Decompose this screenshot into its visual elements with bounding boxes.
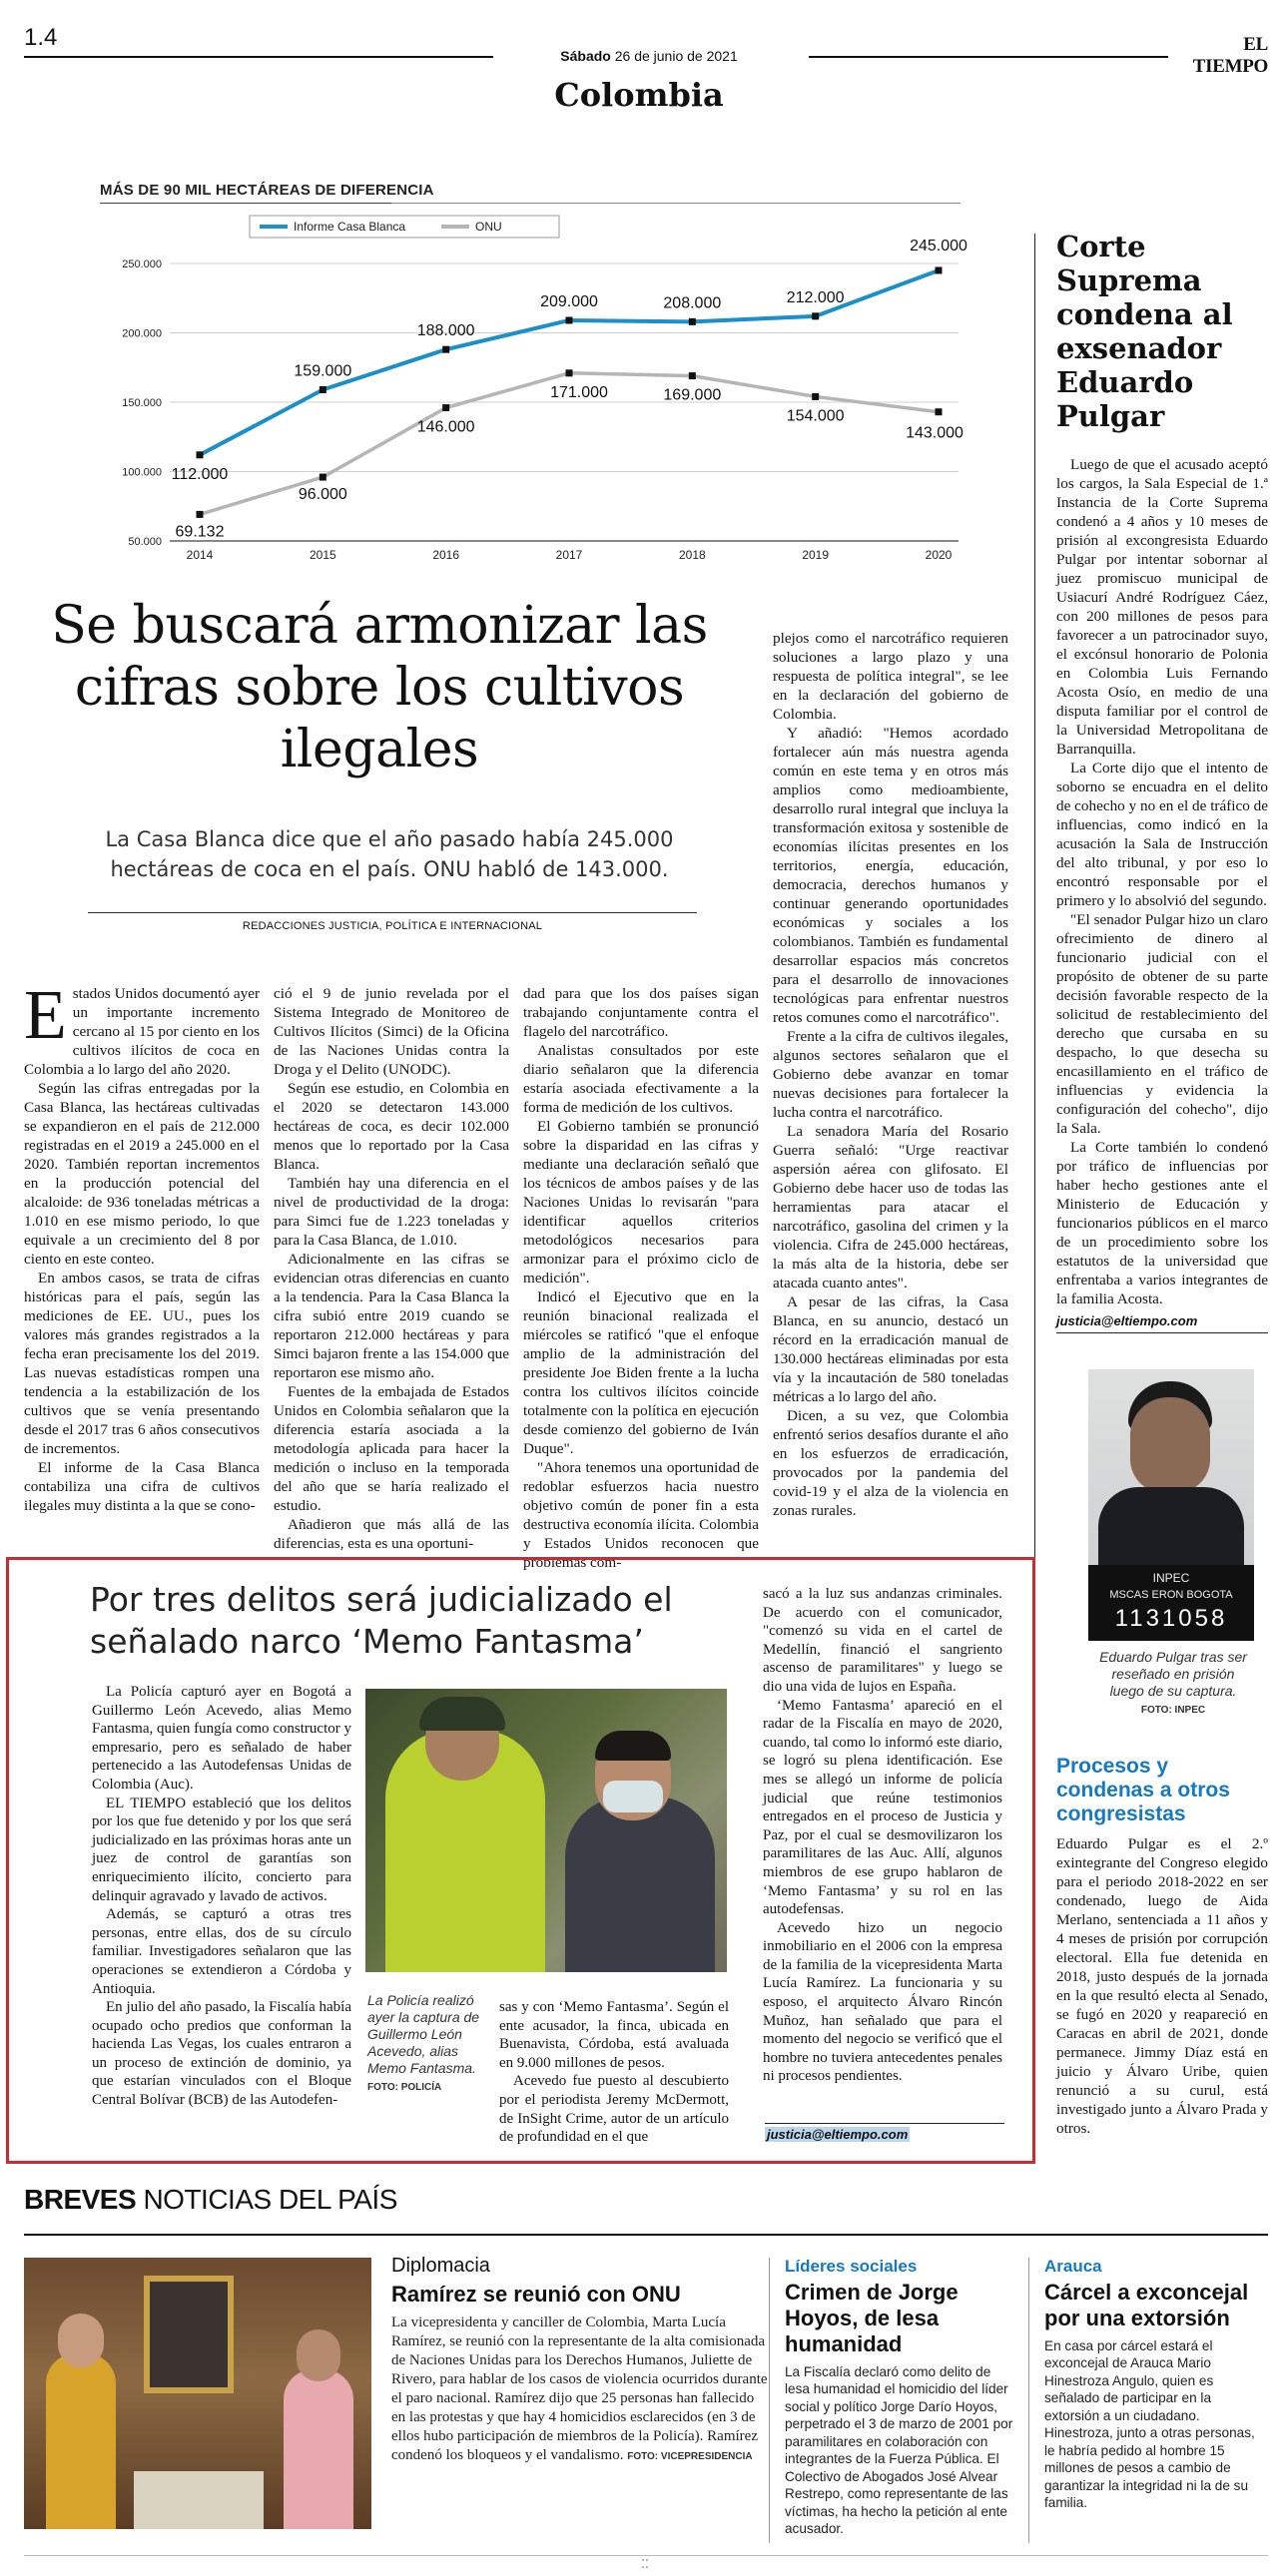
main-paragraph: Frente a la cifra de cultivos ilegales, algunos sectores señalaron que el Gobierno debe avanzar en tomar nuevas decisiones para fortalecer la lucha contra el narcotráfico. [773, 1028, 1008, 1121]
chart-data-point [936, 266, 943, 273]
date-day: Sábado [560, 48, 611, 64]
main-subhead: La Casa Blanca dice que el año pasado había 245.000 hectáreas de coca en el país. ONU habló de 143.000. [105, 827, 674, 881]
chart-data-label: 96.000 [298, 486, 347, 504]
chart-x-tick-label: 2014 [186, 548, 214, 562]
main-paragraph: "Ahora tenemos una oportunidad de redoblar esfuerzos hacia nuestro objetivo común de poner fin a esta destructiva economía ilícita. Colombia y Estados Unidos reconocen que problemas com- [523, 1459, 759, 1571]
main-paragraph: Añadieron que más allá de las diferencias, esta es una oportuni- [274, 1516, 509, 1552]
main-col-2 [274, 984, 509, 1553]
memo-col-3 [763, 1585, 1002, 2086]
chart-x-tick-label: 2018 [678, 548, 706, 562]
chart-data-label: 143.000 [906, 424, 963, 442]
sidebar-sub-paragraph: Eduardo Pulgar es el 2.º exintegrante del Congreso elegido para el periodo 2018-2022 en ser condenado, luego de Aida Merlano, sentenciada a 11 años y 4 meses de prisión por corrupción electoral. Ella fue detenida en 2018, justo después de la jornada en la que resultó electa al Senado, se fugó en 2020 y reapareció en Caracas en abril de 2021, donde permanece. Jimmy Díaz está en juicio y Álvaro Uribe, quien renunció a su curul, está investigado junto a Álvaro Prada y otros. [1056, 1835, 1268, 2137]
memo-paragraph: Además, se capturó a otras tres personas, entre ellas, dos de su círculo familiar. Investigadores señalaron que las operaciones se extendieron a Córdoba y Antioquia. [92, 1906, 351, 1997]
main-paragraph: plejos como el narcotráfico requieren soluciones a largo plazo y una respuesta de política integral", se lee en la declaración del gobierno de Colombia. [773, 630, 1008, 723]
chart-x-tick-label: 2019 [802, 548, 830, 562]
chart-data-label: 159.000 [294, 362, 352, 380]
brand-logo: EL TIEMPO [1192, 34, 1268, 77]
chart-data-point [936, 408, 943, 415]
memo-photo-credit: FOTO: POLICÍA [367, 2082, 442, 2093]
main-paragraph: A pesar de las cifras, la Casa Blanca, en su anuncio, destacó un récord en la erradicación manual de 130.000 hectáreas eliminadas por esta vía y la incautación de 580 toneladas métricas a lo largo del año. [773, 1293, 1008, 1405]
chart-x-tick-label: 2015 [309, 548, 336, 562]
memo-email-rule [765, 2123, 1004, 2124]
photo-woman-left [46, 2353, 116, 2529]
chart-title: MÁS DE 90 MIL HECTÁREAS DE DIFERENCIA [100, 182, 434, 199]
breves-divider-2 [1028, 2258, 1029, 2543]
sidebar-email-rule [1056, 1332, 1268, 1333]
memo-col-1 [92, 1683, 351, 2110]
main-paragraph: Y añadió: "Hemos acordado fortalecer aún más nuestra agenda común en este tema y en otros más amplios como medioambiente, desarrollo rural integral que incluya la transformación exitosa y sostenible de economías ilícitas presentes en los territorios, energía, educación, democracia, derechos humanos y continuar generando oportunidades económicas y sociales a los colombianos. También es fundamental desarrollar espacios más concretos para el desarrollo de innovaciones tecnológicas para enfrentar nuestros retos comunes como el narcotráfico". [773, 725, 1008, 1026]
breves-header [24, 2184, 397, 2216]
main-paragraph: La senadora María del Rosario Guerra señaló: "Urge reactivar aspersión aérea con glifosato. El Gobierno debe hacer uso de todas las herramientas para atacar el narcotráfico, gasolina del crimen y la violencia. Cifra de 245.000 hectáreas, la más alta de la historia, debe ser atacada cuanto antes". [773, 1123, 1008, 1291]
mugshot-caption [1098, 1649, 1248, 1719]
main-paragraph: El informe de la Casa Blanca contabiliza una cifra de cultivos ilegales muy distinta a la que se cono- [24, 1459, 260, 1514]
chart-data-label: 154.000 [786, 407, 845, 425]
breves-title-bold: BREVES [24, 2184, 137, 2215]
sidebar-email-link[interactable]: justicia@eltiempo.com [1056, 1313, 1198, 1328]
photo-suspect [565, 1797, 715, 1972]
chart-y-tick-label: 250.000 [122, 258, 162, 270]
main-paragraph: También hay una diferencia en el nivel de productividad de la droga: para Simci fue de 1.223 toneladas y para la Casa Blanca, de 1.010. [274, 1175, 509, 1249]
sidebar-paragraph: Luego de que el acusado aceptó los cargos, la Sala Especial de 1.ª Instancia de la Corte Suprema condenó a 4 años y 10 meses de prisión al excongresista Eduardo Pulgar por intentar sobornar al juez promiscuo municipal de Usiacurí André Rodríguez Cáez, con 200 millones de pesos para favorecer a un patrocinador suyo, el excónsul honorario de Polonia en Colombia Luis Fernando Acosta Osío, en medio de una disputa familiar por el control de la Universidad Metropolitana de Barranquilla. [1056, 456, 1268, 758]
chart-y-tick-label: 150.000 [122, 397, 162, 409]
photo-painting [144, 2276, 234, 2393]
chart-data-point [566, 369, 573, 376]
header-rule-right [809, 56, 1168, 58]
sidebar-paragraph: La Corte dijo que el intento de soborno se encuadra en el delito de cohecho y no en el de tráfico de influencias, como indicó en la acusación la Sala de Instrucción del alto tribunal, y por eso lo encontró responsable por el primero y lo absolvió del segundo. [1056, 760, 1268, 909]
chart-data-label: 245.000 [910, 237, 967, 255]
breves-title-light: NOTICIAS DEL PAÍS [143, 2184, 397, 2215]
chart-legend-label: Informe Casa Blanca [294, 220, 406, 234]
breves-item-2 [785, 2258, 1016, 2538]
breves-rule [24, 2234, 1268, 2236]
chart-data-point [320, 386, 326, 393]
chart-data-point [197, 451, 204, 458]
chart-x-tick-label: 2017 [555, 548, 583, 562]
mugshot-face [1130, 1397, 1210, 1493]
breves-title: Ramírez se reunió con ONU [391, 2281, 681, 2307]
memo-paragraph: sacó a la luz sus andanzas criminales. De acuerdo con el comunicador, "comenzó su vida en el cartel de Medellín, financió el sangriento ascenso de paramilitares" y luego se dio una vida de lujos en España. [763, 1586, 1002, 1695]
chart-data-label: 209.000 [540, 292, 598, 310]
pulgar-mugshot-photo [1088, 1369, 1254, 1641]
chart-data-point [320, 474, 326, 481]
main-paragraph: Según ese estudio, en Colombia en el 2020 se detectaron 143.000 hectáreas de coca, es decir 102.000 menos que lo reportado por la Casa Blanca. [274, 1080, 509, 1173]
main-headline: Se buscará armonizar las cifras sobre los cultivos ilegales [51, 596, 708, 779]
breves-item-1 [391, 2255, 771, 2466]
photo-woman-left-head [58, 2314, 104, 2367]
breves-tag: Líderes sociales [785, 2257, 918, 2276]
breves-credit: FOTO: VICEPRESIDENCIA [627, 2450, 753, 2462]
memo-paragraph: En julio del año pasado, la Fiscalía había ocupado ocho predios que conforman la hacienda Las Vegas, los cuales entraron a un proceso de extinción de dominio, ya que estarían vinculados con el Bloque Central Bolívar (BCB) de las Autodefen- [92, 1999, 351, 2109]
chart-data-point [442, 346, 449, 353]
main-paragraph: Analistas consultados por este diario señalaron que la diferencia estaría asociada efectivamente a la forma de medición de los cultivos. [523, 1042, 759, 1116]
breves-title: Cárcel a exconcejal por una extorsión [1044, 2279, 1249, 2330]
chart-y-tick-label: 50.000 [128, 536, 162, 548]
sidebar-paragraph: La Corte también lo condenó por tráfico de influencias por haber hecho gestiones ante el Ministerio de Educación y funcionarios públicos en el marco de un procedimiento sobre los estatutos de la universidad que enfrentaba a varios integrantes de la familia Acosta. [1056, 1139, 1268, 1307]
breves-body: En casa por cárcel estará el exconcejal de Arauca Mario Hinestroza Angulo, quien es señalado de participar en la extorsión a un ciudadano. Hinestroza, junto a otras personas, le habría pedido al hombre 15 millones de pesos a cambio de garantizar la integridad ni la de su familia. [1044, 2337, 1255, 2510]
memo-col-2 [499, 1998, 729, 2147]
breves-tag: Arauca [1044, 2257, 1102, 2276]
mugshot-caption-text: Eduardo Pulgar tras ser reseñado en prisión luego de su captura. [1099, 1649, 1247, 1699]
sidebar-subheadline: Procesos y condenas a otros congresistas [1056, 1755, 1230, 1825]
sidebar-headline: Corte Suprema condena al exsenador Eduardo Pulgar [1056, 230, 1233, 433]
chart-y-tick-label: 100.000 [122, 466, 162, 479]
header-rule-left [24, 56, 493, 58]
chart-legend [250, 216, 559, 238]
main-paragraph: ció el 9 de junio revelada por el Sistema Integrado de Monitoreo de Cultivos Ilícitos (Simci) de la Oficina de las Naciones Unidas contra la Droga y el Delito (UNODC). [274, 985, 509, 1078]
main-dropcap: E [24, 977, 67, 1054]
breves-body [391, 2314, 771, 2466]
main-paragraph: Según las cifras entregadas por la Casa Blanca, las hectáreas cultivadas se expandieron en el país de 212.000 registradas en el 2019 a 245.000 en el 2020. También reportan incrementos en la producción potencial del alcaloide: de 936 toneladas métricas a 1.010 en ese mismo periodo, lo que equivale a un crecimiento del 8 por ciento en este conteo. [24, 1080, 260, 1268]
mugshot-sign-1: INPEC [1152, 1571, 1190, 1585]
photo-woman-right-head [297, 2329, 340, 2381]
main-col-1 [24, 977, 260, 1515]
photo-suspect-hair [595, 1731, 671, 1761]
photo-officer-cap [419, 1697, 505, 1731]
chart-data-point [566, 316, 573, 323]
sidebar-sub-body [1056, 1834, 1268, 2138]
coca-hectares-line-chart [80, 210, 978, 569]
chart-data-label: 169.000 [663, 386, 722, 404]
chart-data-point [442, 404, 449, 411]
section-title: Colombia [554, 76, 724, 114]
memo-arrest-photo [365, 1689, 727, 1972]
chart-data-label: 146.000 [416, 418, 475, 436]
chart-series [172, 238, 967, 540]
breves-item-3 [1044, 2258, 1268, 2512]
memo-paragraph: ‘Memo Fantasma’ apareció en el radar de la Fiscalía en mayo de 2020, cuando, tal como lo informó este diario, se logró su plena identificación. Ese mes se allegó un informe de policía judicial que reúne testimonios entregados en el proceso de Justicia y Paz, por el cual se desmovilizaron los paramilitares de las Auc. Allí, algunos miembros de ese grupo hablaron de ‘Memo Fantasma’ y su rol en las autodefensas. [763, 1697, 1002, 1918]
page-date [489, 48, 809, 64]
mugshot-credit: FOTO: INPEC [1140, 1705, 1206, 1716]
chart-x-tick-label: 2020 [925, 548, 953, 562]
memo-photo-caption-text: La Policía realizó ayer la captura de Guillermo León Acevedo, alias Memo Fantasma. [367, 1992, 480, 2076]
main-byline: REDACCIONES JUSTICIA, POLÍTICA E INTERNACIONAL [242, 920, 543, 932]
main-paragraph: Adicionalmente en las cifras se evidencian otras diferencias en cuanto a la tendencia. Para la Casa Blanca la cifra subió entre 2019 cuando se reportaron 212.000 hectáreas y para Simci bajaron frente a las 154.000 que reportaron ese mismo año. [274, 1251, 509, 1381]
sidebar-body [1056, 455, 1268, 1308]
date-rest: 26 de junio de 2021 [614, 48, 738, 64]
breves-body-text: La vicepresidenta y canciller de Colombia, Marta Lucía Ramírez, se reunió con la representante de la alta comisionada de Naciones Unidas para los Derechos Humanos, Juliette de Rivero, para hablar de los casos de violencia ocurridos durante el paro nacional. Ramírez dijo que 25 personas han fallecido en las protestas y que hay 4 homicidios esclarecidos (en 3 de ellos hubo participación de miembros de la Policía). Ramírez condenó los bloqueos y el vandalismo. [391, 2314, 768, 2463]
chart-title-rule-2 [391, 203, 961, 204]
main-paragraph: Indicó el Ejecutivo que en la reunión binacional realizada el miércoles se ratificó "que el enfoque amplio de la administración del presidente Joe Biden frente a la lucha contra los cultivos ilícitos coincide totalmente con la política en ejecución desde comienzo del gobierno de Iván Duque". [523, 1288, 759, 1457]
memo-paragraph: sas y con ‘Memo Fantasma’. Según el ente acusador, la finca, ubicada en Buenavista, Córdoba, está avaluada en 9.000 millones de pesos. [499, 1999, 729, 2071]
photo-woman-right [284, 2369, 353, 2529]
chart-data-point [197, 511, 204, 518]
breves-title: Crimen de Jorge Hoyos, de lesa humanidad [785, 2279, 959, 2356]
main-paragraph: dad para que los dos países sigan trabajando conjuntamente contra el flagelo del narcotráfico. [523, 985, 759, 1040]
main-paragraph: El Gobierno también se pronunció sobre la disparidad en las cifras y mediante una declaración señaló que los técnicos de ambos países y de las Naciones Unidas lo revisarán "para identificar aquellos criterios metodológicos necesarios para armonizar para el próximo ciclo de medición". [523, 1118, 759, 1287]
sidebar-paragraph: "El senador Pulgar hizo un claro ofrecimiento de dinero al funcionario judicial con el propósito de obtener de su parte decisión favorable respecto de la solicitud de restablecimiento del derecho que cursaba en su despacho, lo que desecha su encasillamiento en el tráfico de influencias y evidencia la configuración del cohecho", dijo la Sala. [1056, 911, 1268, 1137]
photo-table [134, 2471, 264, 2529]
chart-data-point [812, 393, 819, 400]
memo-paragraph: EL TIEMPO estableció que los delitos por los que fue detenido y por los que será judicializado en las próximas horas ante un juez de control de garantías son enriquecimiento ilícito, concierto para delinquir agravado y lavado de activos. [92, 1795, 351, 1904]
memo-paragraph: Acevedo fue puesto al descubierto por el periodista Jeremy McDermott, de InSight Crime, autor de un artículo de profundidad en el que [499, 2073, 729, 2146]
chart-data-label: 212.000 [786, 288, 845, 306]
footer-rule [24, 2555, 1268, 2556]
chart-data-point [812, 312, 819, 319]
chart-data-point [689, 372, 696, 379]
chart-data-label: 171.000 [550, 383, 608, 401]
breves-tag: Diplomacia [391, 2255, 490, 2277]
breves-divider-1 [769, 2258, 770, 2543]
chart-data-label: 188.000 [416, 322, 475, 340]
chart-x-ticks [187, 548, 953, 562]
chart-title-rule [100, 203, 391, 204]
chart-data-label: 112.000 [171, 465, 229, 483]
main-col-3 [523, 984, 759, 1572]
mugshot-sign-3: 1131058 [1114, 1605, 1228, 1632]
memo-paragraph: Acevedo hizo un negocio inmobiliario en el 2006 con la empresa de la familia de la vicepresidenta Marta Lucía Ramírez. La funcionaria y su esposo, el arquitecto Álvaro Rincón Muñoz, han señalado que para el momento del negocio se verificó que el hombre no tuviera antecedentes penales ni procesos pendientes. [763, 1919, 1002, 2085]
memo-paragraph: La Policía capturó ayer en Bogotá a Guillermo León Acevedo, alias Memo Fantasma, quien fungía como constructor y empresario, pero es señalado de haber pertenecido a las Autodefensas Unidas de Colombia (Auc). [92, 1684, 351, 1793]
memo-photo-caption [367, 1992, 487, 2096]
page-number: 1.4 [24, 24, 58, 51]
subhead-rule [88, 912, 697, 913]
main-paragraph: Fuentes de la embajada de Estados Unidos en Colombia señalaron que la diferencia estaría asociada a la metodología aplicada para hacer la medición o incluso en la temporada del año que se haría realizado el estudio. [274, 1383, 509, 1514]
chart-data-point [689, 318, 696, 325]
chart-legend-label: ONU [475, 220, 502, 234]
chart-y-tick-label: 200.000 [122, 327, 162, 340]
breves-diplomacia-photo [24, 2258, 371, 2529]
main-paragraph: Dicen, a su vez, que Colombia enfrentó serios desafíos durante el año en los esfuerzos de erradicación, provocados por la pandemia del covid-19 y el alza de la violencia en zonas rurales. [773, 1407, 1008, 1519]
breves-body: La Fiscalía declaró como delito de lesa humanidad el homicidio del líder social y político Jorge Darío Hoyos, perpetrado el 3 de marzo de 2001 por paramilitares en colaboración con integrantes de la Fuerza Pública. El Colectivo de Abogados José Alvear Restrepo, como representante de las víctimas, ha hecho la petición al ente acusador. [785, 2363, 1013, 2536]
main-col-4 [773, 629, 1008, 1520]
chart-x-tick-label: 2016 [432, 548, 460, 562]
main-paragraph: En ambos casos, se trata de cifras históricas para el país, según las mediciones de EE. UU., pues los valores más grandes registrados a la fecha eran precisamente los del 2019. Las nuevas estadísticas rompen una tendencia a la estabilización de los cultivos que se venía presentando desde el 2017 tras 6 años consecutivos de incrementos. [24, 1270, 260, 1457]
main-paragraph: stados Unidos documentó ayer un importante incremento cercano al 15 por ciento en los cultivos ilícitos de coca en Colombia a lo largo del año 2020. [24, 985, 260, 1078]
chart-y-ticks [122, 258, 162, 548]
photo-suspect-mask [603, 1781, 663, 1812]
mugshot-sign-2: MSCAS ERON BOGOTA [1109, 1589, 1233, 1601]
chart-data-label: 69.132 [175, 523, 225, 541]
memo-headline: Por tres delitos será judicializado el señalado narco ‘Memo Fantasma’ [90, 1580, 673, 1661]
footer-mark: ⁚⁚ [641, 2557, 649, 2571]
memo-email-link[interactable]: justicia@eltiempo.com [767, 2127, 909, 2142]
chart-data-label: 208.000 [663, 294, 722, 312]
